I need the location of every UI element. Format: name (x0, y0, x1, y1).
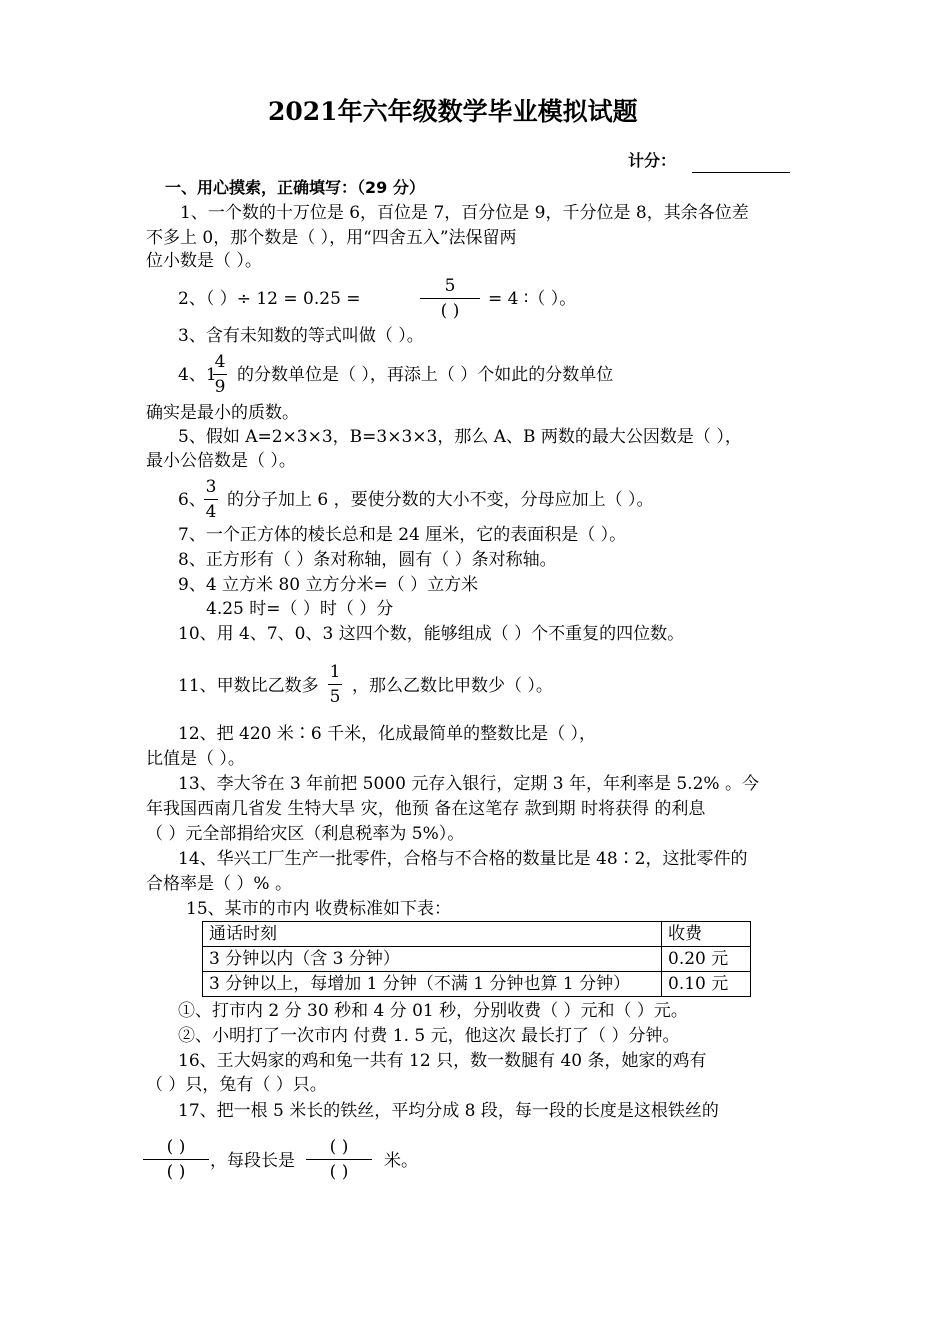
q17-end: 米。 (384, 1151, 418, 1171)
q2-fraction (420, 276, 480, 321)
q6-denominator: 4 (205, 502, 217, 522)
q17-line1: 17、把一根 5 米长的铁丝，平均分成 8 段，每一段的长度是这根铁丝的 (178, 1101, 719, 1121)
q1-line2: 不多上 0，那个数是（ ），用“四舍五入”法保留两 (146, 228, 517, 248)
q4-line2: 确实是最小的质数。 (146, 403, 299, 423)
q4-text: 的分数单位是（ ），再添上（ ）个如此的分数单位 (237, 365, 614, 385)
q13-line2: 年我国西南几省发 生特大旱 灾，他预 备在这笔存 款到期 时将获得 的利息 (146, 799, 706, 819)
q12-line2: 比值是（ ）。 (146, 749, 245, 769)
q5-line1: 5、假如 A=2×3×3，B=3×3×3，那么 A、B 两数的最大公因数是（ ）， (178, 427, 742, 447)
q4-prefix: 4、1 (178, 365, 217, 385)
q17-mid: ，每段长是 (210, 1151, 295, 1171)
q14-line2: 合格率是（ ）% 。 (146, 874, 292, 894)
table-row (203, 972, 751, 997)
table-cell: 0.20 元 (662, 947, 751, 972)
q6-prefix: 6、 (178, 490, 206, 510)
q2-right: = 4 ∶（ ）。 (488, 289, 577, 309)
q8-line: 8、正方形有（ ）条对称轴，圆有（ ）条对称轴。 (178, 550, 557, 570)
score-label: 计分： (628, 151, 677, 170)
q2-numerator: 5 (444, 276, 456, 296)
table-row (203, 947, 751, 972)
q9-line1: 9、4 立方米 80 立方分米=（ ）立方米 (178, 575, 479, 595)
q17-numerator-blank[interactable]: ( ) (329, 1137, 349, 1157)
q13-line1: 13、李大爷在 3 年前把 5000 元存入银行，定期 3 年，年利率是 5.2% 。今 (178, 774, 759, 794)
q12-line1: 12、把 420 米∶6 千米，化成最简单的整数比是（ ）， (178, 724, 597, 744)
q5-line2: 最小公倍数是（ ）。 (146, 451, 296, 471)
fraction-bar (328, 684, 342, 685)
q4-denominator: 9 (214, 377, 226, 397)
q11-prefix: 11、甲数比乙数多 (178, 676, 319, 696)
fraction-bar (306, 1159, 372, 1160)
q2-denominator: ( ) (440, 301, 460, 321)
q4-fraction (213, 352, 227, 397)
q17-fraction-2 (306, 1137, 372, 1182)
q11-fraction (328, 662, 342, 707)
q15-sub2: ②、小明打了一次市内 付费 1. 5 元，他这次 最长打了（ ）分钟。 (178, 1026, 680, 1046)
q9-line2: 4.25 时=（ ）时（ ）分 (206, 599, 394, 619)
table-header-cell: 通话时刻 (203, 922, 662, 947)
q2-left: 2、（ ）÷ 12 = 0.25 = (178, 289, 361, 309)
q1-line3: 位小数是（ ）。 (146, 251, 262, 271)
q1-line1: 1、一个数的十万位是 6，百位是 7，百分位是 9，千分位是 8，其余各位差 (180, 203, 749, 223)
q14-line1: 14、华兴工厂生产一批零件，合格与不合格的数量比是 48∶2，这批零件的 (178, 849, 748, 869)
q17-numerator-blank[interactable]: ( ) (166, 1137, 186, 1157)
fraction-bar (204, 499, 218, 500)
q15-sub1: ①、打市内 2 分 30 秒和 4 分 01 秒，分别收费（ ）元和（ ）元。 (178, 1001, 688, 1021)
q16-line2: （ ）只，兔有（ ）只。 (146, 1075, 327, 1095)
table-header-row (203, 922, 751, 947)
q3-line: 3、含有未知数的等式叫做（ ）。 (178, 326, 424, 346)
table-cell: 0.10 元 (662, 972, 751, 997)
q6-text: 的分子加上 6 ，要使分数的大小不变，分母应加上（ ）。 (227, 490, 654, 510)
q16-line1: 16、王大妈家的鸡和兔一共有 12 只，数一数腿有 40 条，她家的鸡有 (178, 1051, 707, 1071)
q17-fraction-1 (143, 1137, 209, 1182)
q6-numerator: 3 (205, 477, 217, 497)
table-header-cell: 收费 (662, 922, 751, 947)
q6-fraction (204, 477, 218, 522)
q7-line: 7、一个正方体的棱长总和是 24 厘米，它的表面积是（ ）。 (178, 525, 627, 545)
fraction-bar (213, 374, 227, 375)
fee-table (202, 921, 751, 997)
q11-text: ，那么乙数比甲数少（ ）。 (352, 676, 553, 696)
table-cell: 3 分钟以上，每增加 1 分钟（不满 1 分钟也算 1 分钟） (203, 972, 662, 997)
q11-denominator: 5 (329, 687, 341, 707)
page-title: 2021年六年级数学毕业模拟试题 (268, 97, 638, 126)
table-cell: 3 分钟以内（含 3 分钟） (203, 947, 662, 972)
fraction-bar (420, 298, 480, 299)
q15-line: 15、某市的市内 收费标准如下表： (186, 899, 452, 919)
q11-numerator: 1 (329, 662, 341, 682)
score-blank[interactable] (692, 172, 790, 173)
q13-line3: （ ）元全部捐给灾区（利息税率为 5%）。 (146, 824, 465, 844)
q10-line: 10、用 4、7、0、3 这四个数，能够组成（ ）个不重复的四位数。 (178, 624, 685, 644)
fraction-bar (143, 1159, 209, 1160)
q4-numerator: 4 (214, 352, 226, 372)
section-heading: 一、用心摸索，正确填写：（29 分） (165, 178, 425, 197)
q17-denominator-blank[interactable]: ( ) (329, 1162, 349, 1182)
q17-denominator-blank[interactable]: ( ) (166, 1162, 186, 1182)
